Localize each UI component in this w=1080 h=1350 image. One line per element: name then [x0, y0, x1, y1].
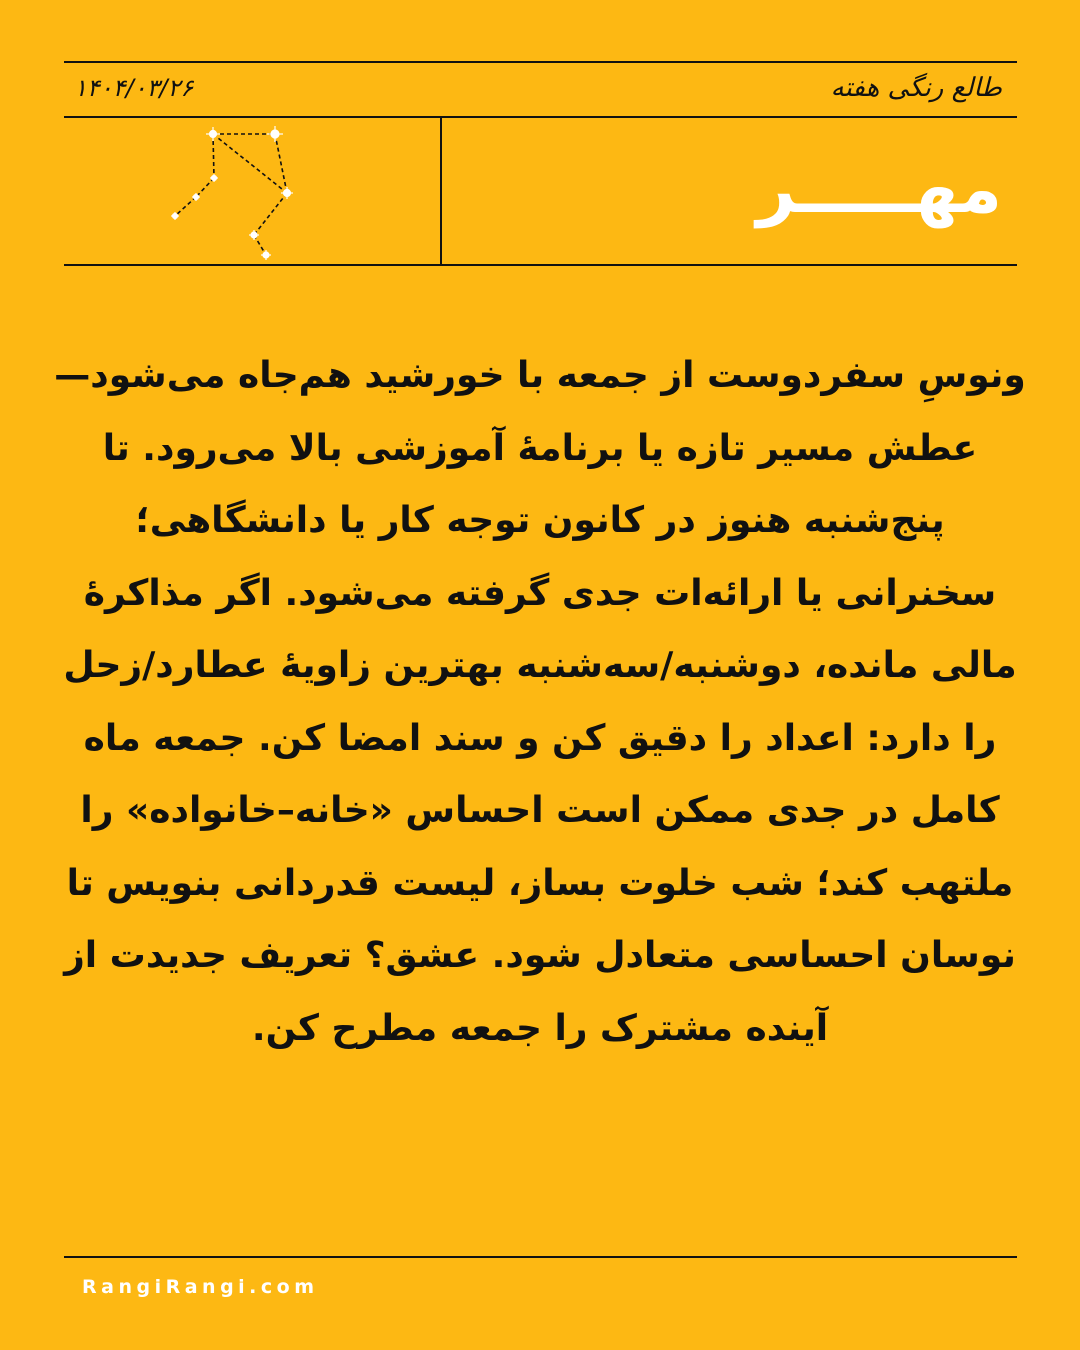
footer-divider: [64, 1256, 1017, 1258]
sign-name: مهـــــر: [756, 150, 1002, 229]
libra-constellation-icon: [150, 117, 320, 269]
website-link[interactable]: RangiRangi.com: [82, 1276, 319, 1298]
brand-title: طالع رنگی هفته: [830, 73, 1002, 103]
issue-date: ۱۴۰۴/۰۳/۲۶: [74, 74, 194, 102]
top-divider: [64, 61, 1017, 63]
horoscope-text: ونوسِ سفردوست از جمعه با خورشید هم‌جاه می‌شود—عطش مسیر تازه یا برنامهٔ آموزشی بالا می‌رود. تا پنج‌شنبه هنوز در کانون توجه کار یا دانشگاهی؛ سخنرانی یا ارائه‌ات جدی گرفته می‌شود. اگر مذاکرهٔ مالی مانده، دوشنبه/سه‌شنبه بهترین زاویهٔ عطارد/زحل را دارد: اعداد را دقیق کن و سند امضا کن. جمعه ماه کامل در جدی ممکن است احساس «خانه–خانواده» را ملتهب کند؛ شب خلوت بساز، لیست قدردانی بنویس تا نوسان احساسی متعادل شود. عشق؟ تعریف جدیدت از آینده مشترک را جمعه مطرح کن.: [54, 355, 1026, 1049]
sign-column-divider: [440, 117, 442, 265]
